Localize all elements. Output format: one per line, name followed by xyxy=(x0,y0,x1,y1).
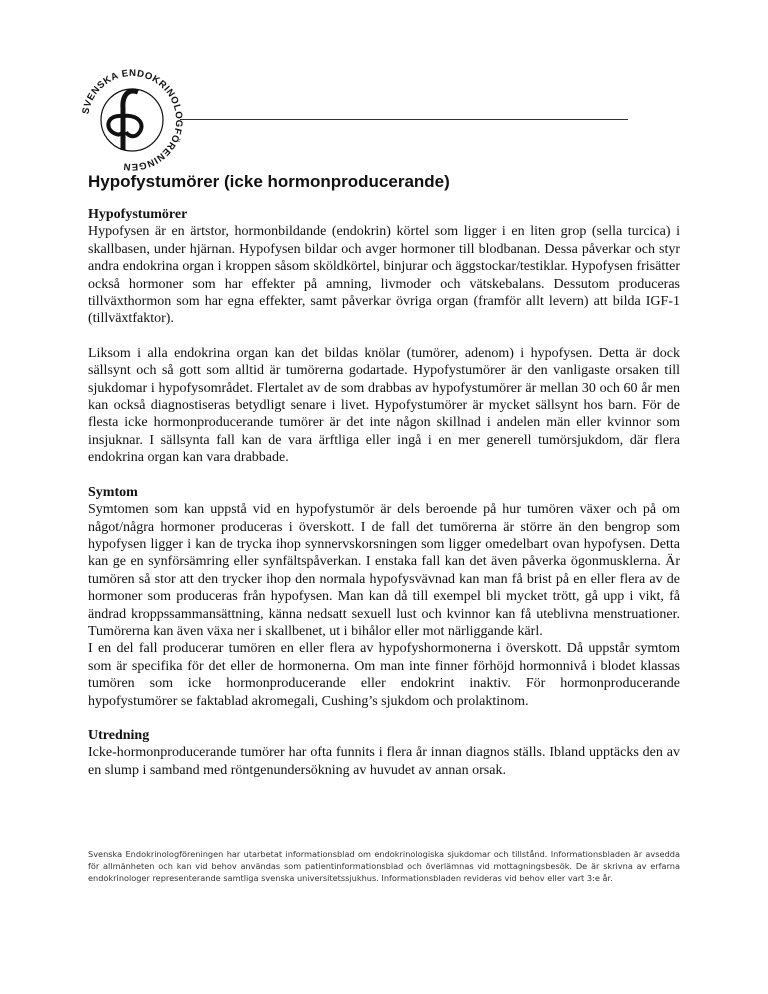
section-heading-utredning: Utredning xyxy=(88,727,150,743)
intro-paragraph-1: Hypofysen är en ärtstor, hormonbildande (endokrin) körtel som ligger i en liten grop (sella turcica) i skallbasen, under hjärnan. Hypofysen bildar och avger hormoner till blodbanan. Dessa påverkar och styr andra endokrina organ i kroppen såsom sköldkörtel, binjurar och äggstockar/testiklar. Hypofysen frisätter också hormoner som har effekter på amning, livmoder och vätskebalans. Dessutom produceras tillväxthormon som har egna effekter, samt påverkar övriga organ (framför allt levern) att bilda IGF-1 (tillväxtfaktor). xyxy=(88,224,680,327)
society-logo xyxy=(76,64,188,176)
symtom-paragraph-1: Symtomen som kan uppstå vid en hypofystumör är dels beroende på hur tumören växer och på om något/några hormoner produceras i överskott. I de fall det tumörerna är större än den bengrop som hypofysen ligger i kan de trycka ihop synnervskorsningen som ligger omedelbart ovan hypofysen. Detta kan ge en synförsämring eller synfältspåverkan. I enstaka fall kan det även påverka ögonmusklerna. Är tumören så stor att den trycker ihop den normala hypofysvävnad kan man få brist på en eller flera av de hormoner som produceras från hypofysen. Man kan då till exempel bli mycket trött, gå upp i vikt, få ändrad kroppssammansättning, känna nedsatt sexuell lust och kvinnor kan få uteblivna menstruationer. Tumörerna kan även växa ner i skallbenet, ut i bihålor eller mot närliggande kärl. xyxy=(88,502,680,639)
header-rule xyxy=(180,119,628,120)
utredning-paragraph-1: Icke-hormonproducerande tumörer har ofta funnits i flera år innan diagnos ställs. Ibland upptäcks den av en slump i samband med röntgenundersökning av huvudet av annan orsak. xyxy=(88,745,680,778)
svg-text:SVENSKA ENDOKRINOLOGFÖRENINGEN xyxy=(80,68,184,172)
intro-paragraph-2: Liksom i alla endokrina organ kan det bildas knölar (tumörer, adenom) i hypofysen. Detta är dock sällsynt och så gott som alltid är tumörerna godartade. Hypofystumörer är den vanligaste orsaken till sjukdomar i hypofysområdet. Flertalet av de som drabbas av hypofystumörer är mellan 30 och 60 år men kan också diagnostiseras betydligt senare i livet. Hypofystumörer är mycket sällsynt hos barn. För de flesta icke hormonproducerande tumörer är det inte någon skillnad i andelen män eller kvinnor som insjuknar. I sällsynta fall kan de vara ärftliga eller ingå i en mer generell tumörsjukdom, där flera endokrina organ kan vara drabbade. xyxy=(88,345,680,466)
document-body xyxy=(88,206,680,779)
section-heading-hypofystumorer: Hypofystumörer xyxy=(88,207,188,222)
logo-ring-text: SVENSKA ENDOKRINOLOGFÖRENINGEN xyxy=(80,67,185,173)
footer-disclaimer: Svenska Endokrinologföreningen har utarbetat informationsblad om endokrinologiska sjukdomar och tillstånd. Informationsbladen är avsedda för allmänheten och kan vid behov användas som patientinformationsblad och överlämnas vid mottagningsbesök. De är skrivna av erfarna endokrinologer representerande samtliga svenska universitetssjukhus. Informationsbladen revideras vid behov eller vart 3:e år. xyxy=(88,849,680,884)
page-title: Hypofystumörer (icke hormonproducerande) xyxy=(88,172,450,191)
symtom-paragraph-2: I en del fall producerar tumören en eller flera av hypofyshormonerna i överskott. Då uppstår symtom som är specifika för det eller de hormonerna. Om man inte finner förhöjd hormonnivå i blodet klassas tumören som icke hormonproducerande eller endokrint inaktiv. För hormonproducerande hypofystumörer se faktablad akromegali, Cushing’s sjukdom och prolaktinom. xyxy=(88,641,680,709)
section-heading-symtom: Symtom xyxy=(88,484,138,500)
